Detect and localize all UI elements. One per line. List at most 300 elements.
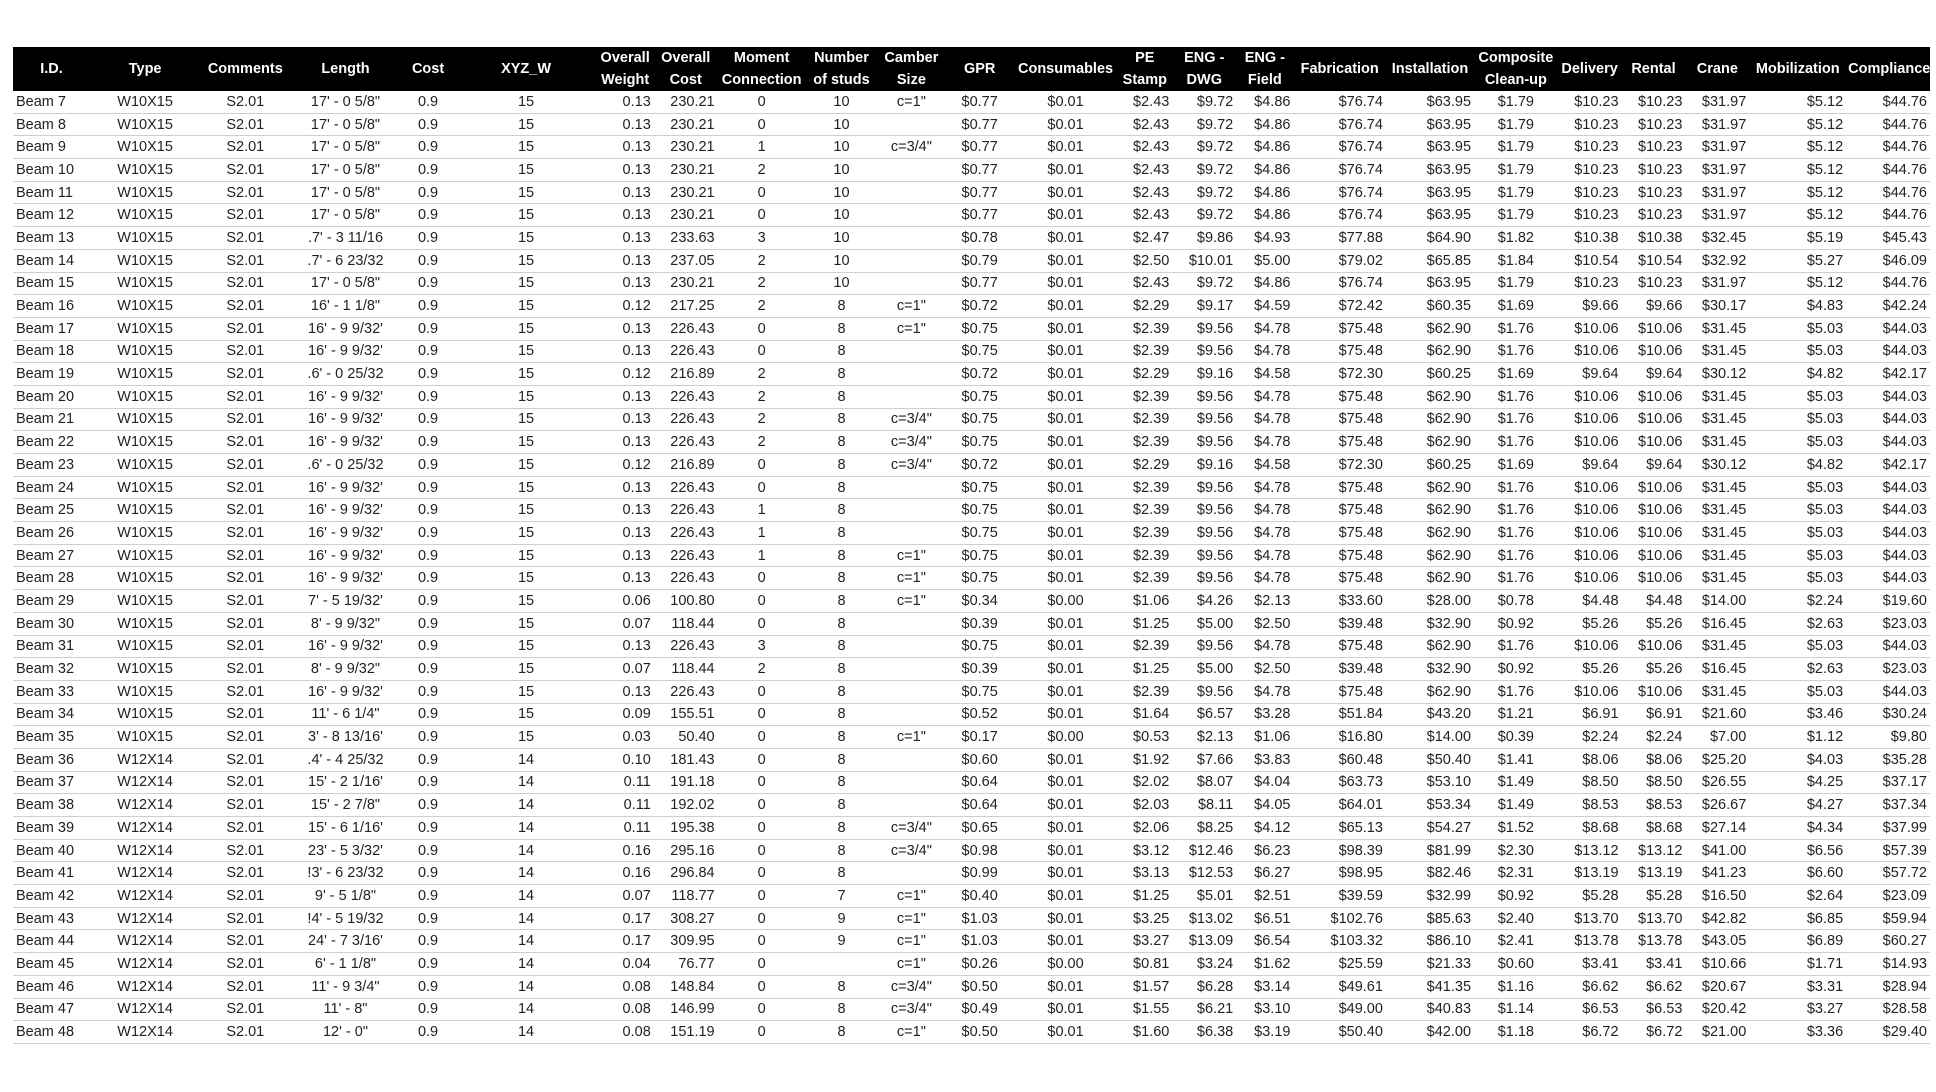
table-cell[interactable]: S2.01 [200,839,290,862]
table-cell[interactable]: S2.01 [200,680,290,703]
table-row[interactable] [13,363,1930,386]
table-cell[interactable]: $102.76 [1293,907,1385,930]
table-cell[interactable]: S2.01 [200,998,290,1021]
table-cell[interactable]: S2.01 [200,771,290,794]
table-cell[interactable]: 230.21 [654,204,718,227]
table-cell[interactable]: $5.03 [1749,408,1846,431]
table-cell[interactable]: $63.95 [1386,272,1474,295]
table-cell[interactable]: c=3/4" [877,975,945,998]
table-cell[interactable]: $10.06 [1558,544,1622,567]
table-cell[interactable]: $2.39 [1117,499,1172,522]
table-cell[interactable]: $20.42 [1685,998,1749,1021]
table-cell[interactable]: Beam 7 [13,91,90,113]
table-cell[interactable]: $30.12 [1685,454,1749,477]
table-cell[interactable]: $62.90 [1386,499,1474,522]
table-cell[interactable]: $0.01 [1014,272,1118,295]
table-cell[interactable]: Beam 29 [13,590,90,613]
table-cell[interactable]: $76.74 [1293,113,1385,136]
table-cell[interactable]: $1.12 [1749,726,1846,749]
table-cell[interactable]: $2.29 [1117,454,1172,477]
table-cell[interactable]: 17' - 0 5/8" [290,136,400,159]
table-cell[interactable]: Beam 44 [13,930,90,953]
table-cell[interactable]: $6.91 [1622,703,1686,726]
table-cell[interactable]: W10X15 [90,544,200,567]
table-cell[interactable]: 0 [718,1021,806,1044]
table-cell[interactable]: $0.60 [1474,953,1558,976]
table-cell[interactable]: 10 [806,91,878,113]
table-cell[interactable]: S2.01 [200,590,290,613]
table-cell[interactable]: $57.39 [1846,839,1930,862]
table-cell[interactable]: 0.9 [401,499,456,522]
table-row[interactable] [13,91,1930,113]
table-cell[interactable]: $75.48 [1293,544,1385,567]
table-cell[interactable]: $44.03 [1846,522,1930,545]
table-cell[interactable]: 11' - 9 3/4" [290,975,400,998]
table-cell[interactable]: $2.13 [1236,590,1293,613]
table-cell[interactable]: $2.06 [1117,817,1172,840]
table-cell[interactable]: 8 [806,748,878,771]
table-cell[interactable]: Beam 46 [13,975,90,998]
table-cell[interactable]: $2.39 [1117,680,1172,703]
table-cell[interactable]: 0.13 [597,317,654,340]
table-cell[interactable]: $10.01 [1172,249,1236,272]
table-cell[interactable]: $60.48 [1293,748,1385,771]
table-cell[interactable]: W10X15 [90,385,200,408]
table-cell[interactable]: $4.25 [1749,771,1846,794]
table-cell[interactable]: $5.12 [1749,91,1846,113]
table-cell[interactable]: 0.13 [597,227,654,250]
table-cell[interactable]: W10X15 [90,363,200,386]
table-cell[interactable]: $0.75 [946,680,1014,703]
table-cell[interactable]: 8 [806,408,878,431]
table-cell[interactable]: $65.13 [1293,817,1385,840]
table-cell[interactable]: $0.01 [1014,998,1118,1021]
table-cell[interactable]: $9.56 [1172,567,1236,590]
table-cell[interactable]: $4.34 [1749,817,1846,840]
table-cell[interactable]: $16.80 [1293,726,1385,749]
table-cell[interactable]: $0.17 [946,726,1014,749]
table-cell[interactable]: $4.58 [1236,363,1293,386]
table-cell[interactable]: $2.63 [1749,658,1846,681]
table-cell[interactable]: Beam 32 [13,658,90,681]
table-cell[interactable]: 8 [806,703,878,726]
table-cell[interactable]: $75.48 [1293,317,1385,340]
column-header[interactable]: Consumables [1014,47,1118,91]
table-cell[interactable]: 8 [806,567,878,590]
table-cell[interactable]: W12X14 [90,771,200,794]
table-row[interactable] [13,272,1930,295]
table-cell[interactable]: $1.76 [1474,567,1558,590]
table-cell[interactable]: 0.06 [597,590,654,613]
table-cell[interactable]: $0.60 [946,748,1014,771]
table-cell[interactable]: Beam 48 [13,1021,90,1044]
table-cell[interactable]: $5.03 [1749,340,1846,363]
table-cell[interactable]: 14 [456,907,597,930]
table-cell[interactable]: $4.04 [1236,771,1293,794]
table-cell[interactable]: 226.43 [654,680,718,703]
table-cell[interactable]: 230.21 [654,113,718,136]
table-cell[interactable]: $3.19 [1236,1021,1293,1044]
table-cell[interactable]: S2.01 [200,794,290,817]
table-cell[interactable]: $1.84 [1474,249,1558,272]
table-cell[interactable]: $0.01 [1014,159,1118,182]
table-cell[interactable]: S2.01 [200,295,290,318]
table-cell[interactable]: 0.03 [597,726,654,749]
table-cell[interactable]: 17' - 0 5/8" [290,91,400,113]
table-cell[interactable]: 0.13 [597,476,654,499]
table-cell[interactable]: 226.43 [654,431,718,454]
table-cell[interactable]: $0.01 [1014,680,1118,703]
table-cell[interactable]: 8' - 9 9/32" [290,658,400,681]
table-cell[interactable]: $10.06 [1622,635,1686,658]
table-cell[interactable]: 16' - 9 9/32' [290,499,400,522]
table-cell[interactable]: $1.79 [1474,91,1558,113]
table-cell[interactable]: 0.12 [597,363,654,386]
table-cell[interactable]: $5.12 [1749,204,1846,227]
table-cell[interactable]: $10.06 [1622,340,1686,363]
table-cell[interactable]: .6' - 0 25/32 [290,363,400,386]
table-cell[interactable]: Beam 41 [13,862,90,885]
table-cell[interactable]: 3 [718,227,806,250]
table-cell[interactable]: $3.13 [1117,862,1172,885]
table-cell[interactable]: $49.61 [1293,975,1385,998]
table-cell[interactable]: Beam 14 [13,249,90,272]
table-cell[interactable]: 0.12 [597,295,654,318]
table-cell[interactable]: W10X15 [90,204,200,227]
table-row[interactable] [13,181,1930,204]
table-cell[interactable]: 15 [456,658,597,681]
table-cell[interactable]: 0 [718,113,806,136]
table-cell[interactable]: $1.76 [1474,635,1558,658]
table-row[interactable] [13,249,1930,272]
table-row[interactable] [13,726,1930,749]
table-cell[interactable]: $0.75 [946,635,1014,658]
table-cell[interactable]: 8 [806,522,878,545]
table-cell[interactable]: $4.78 [1236,476,1293,499]
table-cell[interactable]: $4.93 [1236,227,1293,250]
table-cell[interactable]: $60.25 [1386,363,1474,386]
table-cell[interactable]: $76.74 [1293,159,1385,182]
table-cell[interactable]: $31.97 [1685,181,1749,204]
table-cell[interactable]: 0.13 [597,272,654,295]
table-cell[interactable]: $9.64 [1622,363,1686,386]
table-cell[interactable]: S2.01 [200,204,290,227]
table-row[interactable] [13,771,1930,794]
table-cell[interactable]: $10.06 [1622,522,1686,545]
table-cell[interactable]: $1.14 [1474,998,1558,1021]
table-cell[interactable]: W10X15 [90,590,200,613]
table-cell[interactable]: 0 [718,862,806,885]
table-cell[interactable]: c=3/4" [877,454,945,477]
table-cell[interactable]: $2.43 [1117,272,1172,295]
table-cell[interactable]: c=3/4" [877,136,945,159]
table-cell[interactable]: $39.48 [1293,658,1385,681]
table-cell[interactable]: 191.18 [654,771,718,794]
table-cell[interactable]: c=1" [877,953,945,976]
table-cell[interactable]: 16' - 9 9/32' [290,635,400,658]
table-cell[interactable]: $45.43 [1846,227,1930,250]
table-cell[interactable]: S2.01 [200,363,290,386]
table-cell[interactable]: $0.81 [1117,953,1172,976]
table-cell[interactable]: $4.78 [1236,635,1293,658]
table-cell[interactable]: $2.39 [1117,408,1172,431]
table-cell[interactable]: $0.01 [1014,794,1118,817]
table-cell[interactable]: $10.54 [1622,249,1686,272]
table-cell[interactable]: Beam 39 [13,817,90,840]
table-cell[interactable]: $0.98 [946,839,1014,862]
table-cell[interactable]: c=1" [877,317,945,340]
table-cell[interactable]: $42.82 [1685,907,1749,930]
table-cell[interactable]: $10.23 [1558,181,1622,204]
table-cell[interactable]: 8 [806,794,878,817]
table-cell[interactable]: Beam 10 [13,159,90,182]
table-cell[interactable]: Beam 30 [13,612,90,635]
table-cell[interactable]: 0 [718,317,806,340]
table-cell[interactable]: 118.44 [654,658,718,681]
table-cell[interactable]: c=1" [877,885,945,908]
table-cell[interactable]: $1.79 [1474,204,1558,227]
table-cell[interactable]: $44.03 [1846,476,1930,499]
table-cell[interactable]: $63.95 [1386,159,1474,182]
table-cell[interactable]: $8.50 [1622,771,1686,794]
table-cell[interactable]: 8 [806,817,878,840]
table-cell[interactable]: Beam 25 [13,499,90,522]
table-cell[interactable]: $25.20 [1685,748,1749,771]
table-cell[interactable]: W10X15 [90,272,200,295]
table-cell[interactable] [877,363,945,386]
table-cell[interactable]: 1 [718,136,806,159]
table-cell[interactable]: $62.90 [1386,340,1474,363]
column-header[interactable]: GPR [946,47,1014,91]
table-cell[interactable]: S2.01 [200,340,290,363]
table-cell[interactable]: 50.40 [654,726,718,749]
table-cell[interactable]: $10.23 [1622,204,1686,227]
table-cell[interactable]: W12X14 [90,885,200,908]
table-cell[interactable]: $0.72 [946,454,1014,477]
table-cell[interactable]: $62.90 [1386,544,1474,567]
table-cell[interactable]: S2.01 [200,522,290,545]
table-cell[interactable]: $4.03 [1749,748,1846,771]
table-cell[interactable]: 24' - 7 3/16' [290,930,400,953]
table-cell[interactable]: W10X15 [90,113,200,136]
table-cell[interactable]: $76.74 [1293,272,1385,295]
table-cell[interactable]: $6.57 [1172,703,1236,726]
column-header[interactable]: Moment Connection [718,47,806,91]
table-cell[interactable]: $9.56 [1172,317,1236,340]
table-cell[interactable]: 7' - 5 19/32' [290,590,400,613]
table-cell[interactable]: $6.91 [1558,703,1622,726]
table-cell[interactable]: c=1" [877,930,945,953]
table-cell[interactable]: $75.48 [1293,385,1385,408]
table-cell[interactable]: $2.24 [1749,590,1846,613]
table-cell[interactable]: $2.43 [1117,159,1172,182]
table-cell[interactable]: 151.19 [654,1021,718,1044]
table-cell[interactable]: $0.01 [1014,612,1118,635]
table-cell[interactable]: $12.46 [1172,839,1236,862]
table-cell[interactable]: 0.04 [597,953,654,976]
table-cell[interactable]: $5.03 [1749,476,1846,499]
table-cell[interactable]: 0.13 [597,499,654,522]
table-cell[interactable]: $4.86 [1236,181,1293,204]
table-cell[interactable]: 0 [718,817,806,840]
table-cell[interactable]: $0.75 [946,317,1014,340]
table-cell[interactable]: $60.27 [1846,930,1930,953]
table-cell[interactable]: $19.60 [1846,590,1930,613]
table-cell[interactable]: $37.34 [1846,794,1930,817]
table-cell[interactable]: S2.01 [200,748,290,771]
table-cell[interactable]: 0 [718,612,806,635]
table-cell[interactable]: $1.21 [1474,703,1558,726]
table-cell[interactable]: $75.48 [1293,567,1385,590]
table-cell[interactable]: 0.9 [401,136,456,159]
table-cell[interactable]: 0 [718,204,806,227]
table-cell[interactable]: $63.95 [1386,113,1474,136]
table-cell[interactable]: 0.9 [401,227,456,250]
table-cell[interactable]: $0.92 [1474,885,1558,908]
table-row[interactable] [13,1021,1930,1044]
table-cell[interactable]: c=1" [877,544,945,567]
table-cell[interactable]: W10X15 [90,340,200,363]
table-cell[interactable]: 0.13 [597,159,654,182]
table-cell[interactable] [806,953,878,976]
table-cell[interactable]: 0.08 [597,1021,654,1044]
table-cell[interactable]: $31.45 [1685,317,1749,340]
table-cell[interactable]: $5.03 [1749,680,1846,703]
table-cell[interactable]: 0.17 [597,930,654,953]
table-cell[interactable]: $1.79 [1474,159,1558,182]
table-cell[interactable]: $0.01 [1014,658,1118,681]
table-cell[interactable]: W10X15 [90,658,200,681]
table-cell[interactable]: $4.86 [1236,91,1293,113]
table-cell[interactable]: 8 [806,499,878,522]
table-cell[interactable]: $62.90 [1386,385,1474,408]
table-cell[interactable]: 0 [718,930,806,953]
table-cell[interactable]: $98.95 [1293,862,1385,885]
table-cell[interactable]: $2.39 [1117,544,1172,567]
table-cell[interactable]: $26.67 [1685,794,1749,817]
table-cell[interactable]: $0.01 [1014,91,1118,113]
table-cell[interactable]: $1.03 [946,930,1014,953]
table-cell[interactable]: 76.77 [654,953,718,976]
table-cell[interactable]: $1.64 [1117,703,1172,726]
table-cell[interactable]: Beam 9 [13,136,90,159]
table-cell[interactable]: $31.45 [1685,635,1749,658]
table-cell[interactable]: 2 [718,658,806,681]
table-cell[interactable]: $13.02 [1172,907,1236,930]
table-cell[interactable]: 8 [806,363,878,386]
table-cell[interactable]: W12X14 [90,975,200,998]
table-cell[interactable]: 0.9 [401,272,456,295]
table-cell[interactable]: Beam 13 [13,227,90,250]
table-cell[interactable]: $44.76 [1846,113,1930,136]
table-cell[interactable]: $5.28 [1622,885,1686,908]
table-row[interactable] [13,998,1930,1021]
table-cell[interactable]: $0.00 [1014,726,1118,749]
table-cell[interactable]: $10.23 [1558,113,1622,136]
table-cell[interactable]: 216.89 [654,363,718,386]
column-header[interactable]: Number of studs [806,47,878,91]
table-cell[interactable]: 0 [718,794,806,817]
table-cell[interactable]: 309.95 [654,930,718,953]
table-cell[interactable]: $0.01 [1014,975,1118,998]
table-cell[interactable]: W10X15 [90,567,200,590]
table-cell[interactable]: 7 [806,885,878,908]
table-cell[interactable]: $0.01 [1014,635,1118,658]
table-cell[interactable]: !3' - 6 23/32 [290,862,400,885]
table-cell[interactable]: $31.97 [1685,113,1749,136]
table-cell[interactable]: $31.45 [1685,499,1749,522]
table-cell[interactable]: 17' - 0 5/8" [290,272,400,295]
table-cell[interactable]: 15 [456,204,597,227]
table-cell[interactable]: Beam 22 [13,431,90,454]
table-cell[interactable]: $0.75 [946,340,1014,363]
table-cell[interactable]: 14 [456,748,597,771]
table-cell[interactable]: 0 [718,476,806,499]
column-header[interactable]: Installation [1386,47,1474,91]
table-cell[interactable]: $0.39 [946,612,1014,635]
table-cell[interactable]: .7' - 3 11/16 [290,227,400,250]
table-cell[interactable]: $9.56 [1172,635,1236,658]
table-cell[interactable]: $28.58 [1846,998,1930,1021]
table-row[interactable] [13,544,1930,567]
table-cell[interactable]: $60.35 [1386,295,1474,318]
table-row[interactable] [13,794,1930,817]
table-cell[interactable]: $3.46 [1749,703,1846,726]
table-cell[interactable]: c=3/4" [877,998,945,1021]
table-cell[interactable]: 0 [718,748,806,771]
table-row[interactable] [13,862,1930,885]
table-cell[interactable]: $0.01 [1014,1021,1118,1044]
column-header[interactable]: XYZ_W [456,47,597,91]
table-cell[interactable]: $10.06 [1622,317,1686,340]
table-cell[interactable]: $0.77 [946,181,1014,204]
table-cell[interactable]: 10 [806,159,878,182]
table-cell[interactable]: $1.76 [1474,544,1558,567]
table-cell[interactable]: 14 [456,817,597,840]
table-row[interactable] [13,748,1930,771]
table-cell[interactable]: 0 [718,680,806,703]
table-cell[interactable]: $5.00 [1236,249,1293,272]
table-cell[interactable]: $4.78 [1236,317,1293,340]
table-cell[interactable]: $0.01 [1014,862,1118,885]
table-cell[interactable]: $35.28 [1846,748,1930,771]
table-cell[interactable]: $41.35 [1386,975,1474,998]
table-cell[interactable]: $31.45 [1685,408,1749,431]
table-cell[interactable]: $44.76 [1846,91,1930,113]
table-cell[interactable]: $10.06 [1558,317,1622,340]
table-row[interactable] [13,658,1930,681]
table-cell[interactable]: $0.64 [946,771,1014,794]
table-cell[interactable]: $9.56 [1172,385,1236,408]
table-cell[interactable]: $4.78 [1236,340,1293,363]
table-cell[interactable]: $0.78 [1474,590,1558,613]
table-cell[interactable]: $4.83 [1749,295,1846,318]
table-cell[interactable]: .7' - 6 23/32 [290,249,400,272]
table-cell[interactable]: $54.27 [1386,817,1474,840]
table-cell[interactable]: $5.03 [1749,522,1846,545]
table-cell[interactable]: 9 [806,907,878,930]
table-cell[interactable]: $5.19 [1749,227,1846,250]
table-cell[interactable]: $6.72 [1622,1021,1686,1044]
table-cell[interactable]: $10.06 [1558,431,1622,454]
table-cell[interactable]: 8 [806,680,878,703]
table-cell[interactable]: Beam 17 [13,317,90,340]
table-cell[interactable] [877,272,945,295]
table-cell[interactable]: Beam 26 [13,522,90,545]
table-cell[interactable]: $0.01 [1014,317,1118,340]
table-cell[interactable]: 1 [718,499,806,522]
table-cell[interactable]: Beam 33 [13,680,90,703]
